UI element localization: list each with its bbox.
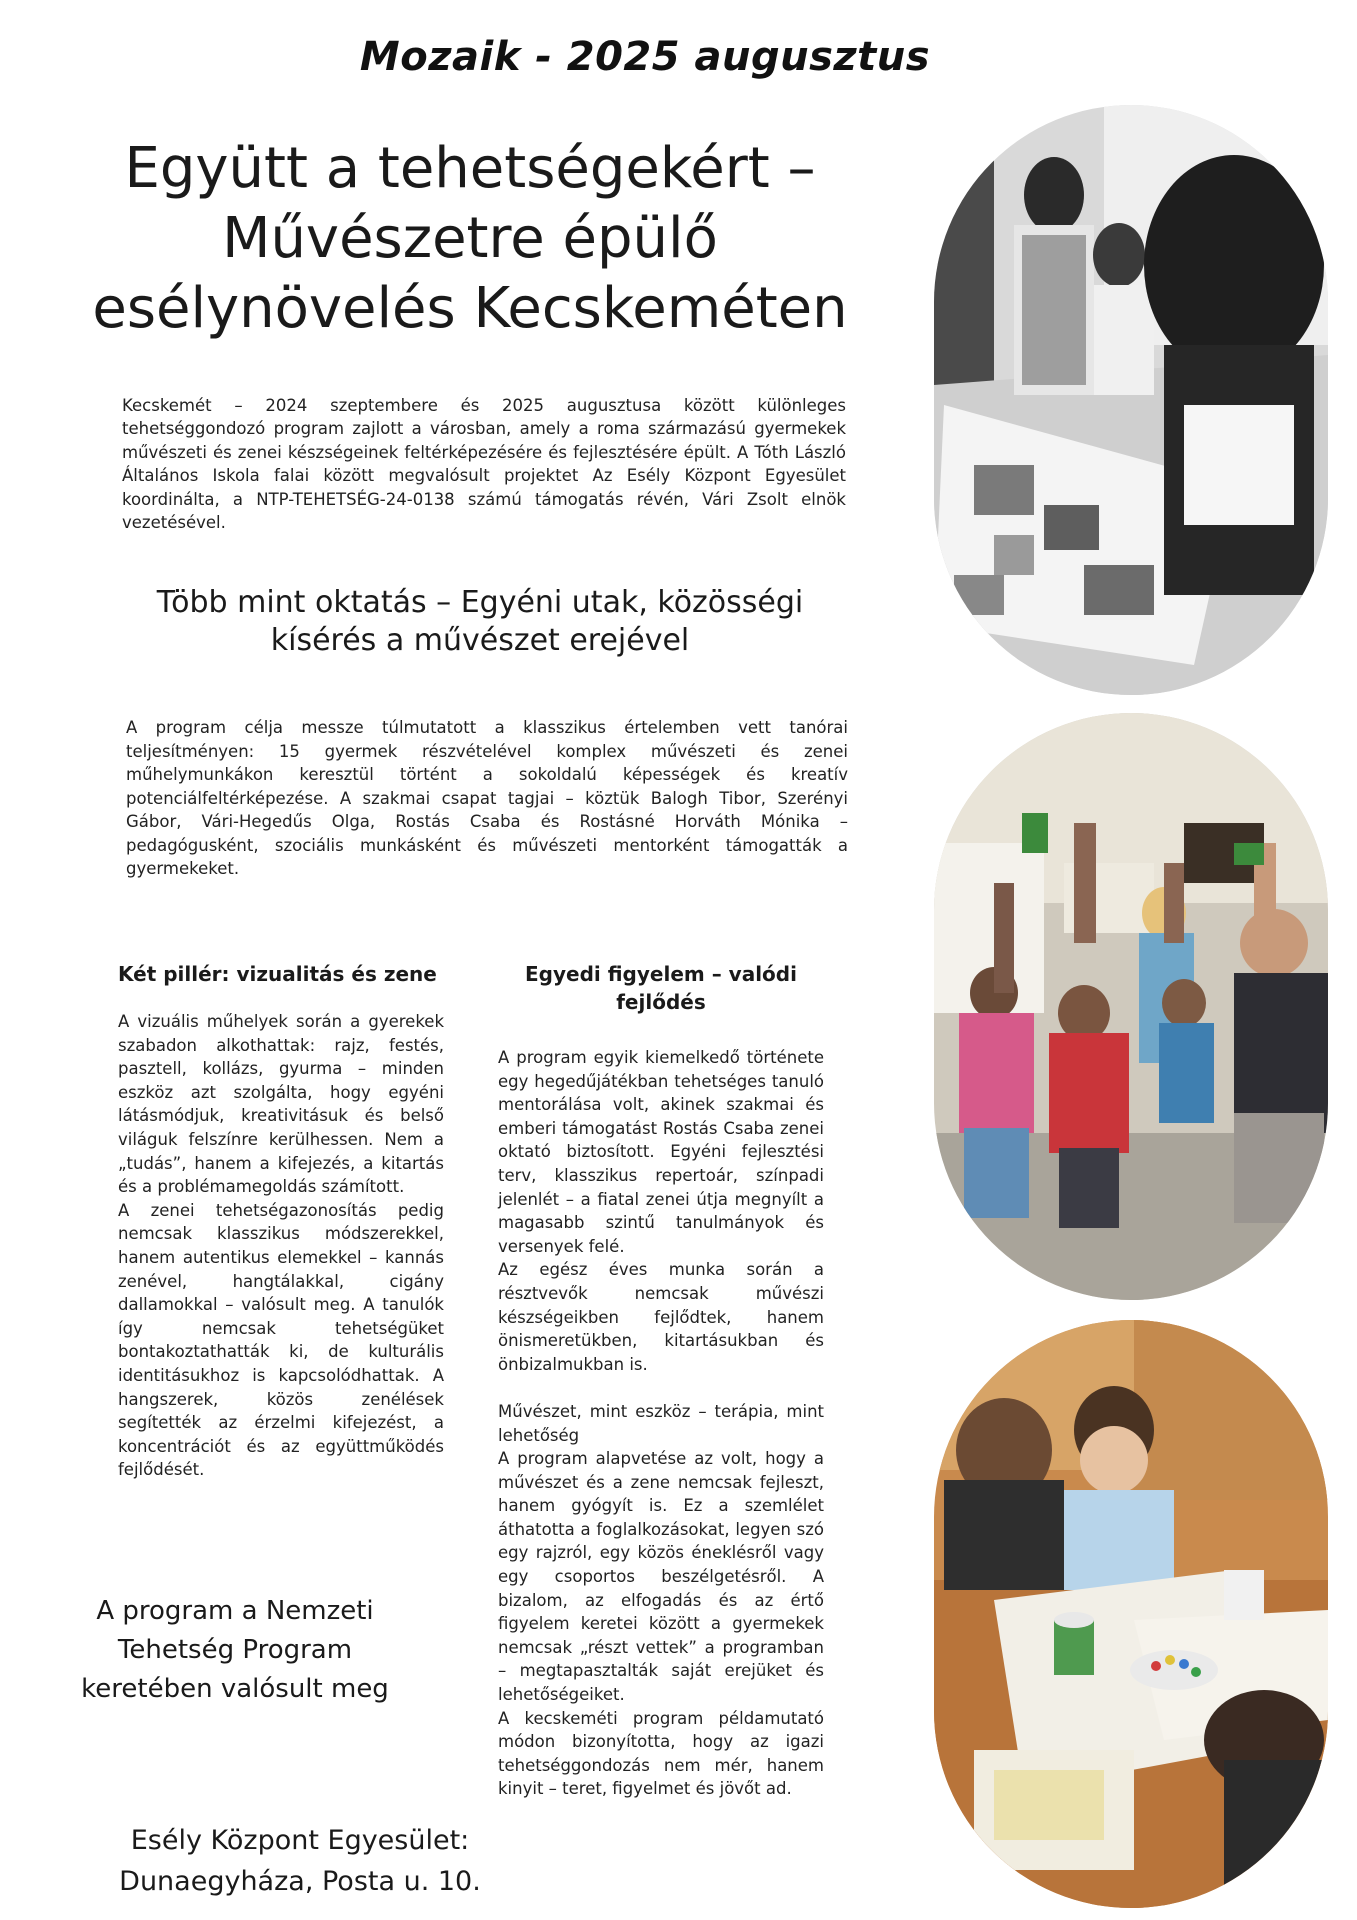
article-subtitle (110, 584, 850, 660)
intro-paragraph: Kecskemét – 2024 szeptembere és 2025 augusztusa között különleges tehetséggondozó program zajlott a városban, amely a roma származású gyermekek művészeti és zenei készségeinek feltérképezésére és fejlesztésére épült. A Tóth László Általános Iskola falai között megvalósult projektet Az Esély Központ Egyesület koordinálta, a NTP-TEHETSÉG-24-0138 számú támogatás révén, Vári Zsolt elnök vezetésével. (122, 396, 846, 533)
article-subtitle-line: Több mint oktatás – Egyéni utak, közösségi (156, 585, 804, 620)
right-column-paragraph: A program egyik kiemelkedő története egy hegedűjátékban tehetséges tanuló mentorálása volt, akinek szakmai és emberi támogatást Rostás Csaba zenei oktató biztosított. Egyéni fejlesztési terv, klasszikus repertoár, színpadi jelenlét – a fiatal zenei útja megnyílt a magasabb szintű tanulmányok és versenyek felé. (498, 1048, 824, 1256)
article-title-line: esélynövelés Kecskeméten (92, 276, 848, 341)
program-note (70, 1592, 400, 1709)
right-column-paragraph: Az egész éves munka során a résztvevők nemcsak művészi készségeikben fejlődtek, hanem önismeretükben, kitartásukban és önbizalmukban is. (498, 1260, 824, 1374)
right-column-paragraph: A program alapvetése az volt, hogy a művészet és a zene nemcsak fejleszt, hanem gyógyít is. Ez a szemlélet áthatotta a foglalkozásokat, legyen szó egy rajzról, egy közös éneklésről vagy egy csoportos beszélgetésről. A bizalom, az elfogadás és az értő figyelem keretei között a gyermekek nemcsak „részt vettek” a programban – megtapasztalták saját erejüket és lehetőségeiket. (498, 1449, 824, 1705)
right-column-paragraph: A kecskeméti program példamutató módon bizonyította, hogy az igazi tehetséggondozás nem mér, hanem kinyit – teret, figyelmet és jövőt ad. (498, 1708, 824, 1799)
article-title (90, 134, 850, 344)
newsletter-header: Mozaik - 2025 augusztus (359, 34, 931, 80)
right-column-subheading: Művészet, mint eszköz – terápia, mint lehetőség (498, 1401, 824, 1445)
article-title-line: Együtt a tehetségekért – (124, 136, 816, 201)
address-line: Dunaegyháza, Posta u. 10. (119, 1866, 481, 1897)
photo-children-painting (934, 1320, 1328, 1908)
program-goal-paragraph: A program célja messze túlmutatott a klasszikus értelemben vett tanórai teljesítményen: 15 gyermek részvételével komplex művészeti és zenei műhelymunkákon keresztül történt a sokoldalú képességek és kreatív potenciálfeltérképezése. A szakmai csapat tagjai – köztük Balogh Tibor, Szerényi Gábor, Vári-Hegedűs Olga, Rostás Csaba és Rostásné Horváth Mónika – pedagógusként, szociális munkásként és művészeti mentorként támogatták a gyermekeket. (126, 718, 848, 878)
right-column (498, 1046, 824, 1801)
organization-address (90, 1820, 510, 1902)
left-column-paragraph: A zenei tehetségazonosítás pedig nemcsak klasszikus módszerekkel, hanem autentikus elemekkel – kannás zenével, hangtálakkal, cigány dallamokkal – valósult meg. A tanulók így nemcsak tehetségüket bontakoztathatták ki, de kulturális identitásukhoz is kapcsolódhattak. A hangszerek, közös zenélések segítették az érzelmi kifejezést, a koncentrációt és az együttműködés fejlődését. (118, 1200, 444, 1480)
article-subtitle-line: kísérés a művészet erejével (270, 623, 690, 658)
photo-collage-workshop-image (934, 105, 1328, 695)
photo-children-classroom-image (934, 713, 1328, 1300)
left-column-paragraph: A vizuális műhelyek során a gyerekek szabadon alkothattak: rajz, festés, pasztell, kollázs, gyurma – minden eszköz azt szolgálta, hogy egyéni látásmódjuk, kreativitásuk és belső világuk felszínre kerülhessen. Nem a „tudás”, hanem a kifejezés, a kitartás és a problémamegoldás számított. (118, 1012, 444, 1197)
photo-children-painting-image (934, 1320, 1328, 1908)
article-title-line: Művészetre épülő (222, 206, 718, 271)
left-column (118, 1010, 444, 1482)
program-note-line: Tehetség Program (117, 1635, 353, 1665)
program-note-line: keretében valósult meg (81, 1674, 389, 1704)
address-line: Esély Központ Egyesület: (130, 1825, 470, 1856)
right-column-heading: Egyedi figyelem – valódi fejlődés (525, 962, 797, 1014)
photo-collage-workshop (934, 105, 1328, 695)
left-column-heading: Két pillér: vizualitás és zene (118, 962, 437, 986)
photo-children-classroom (934, 713, 1328, 1300)
program-note-line: A program a Nemzeti (96, 1596, 374, 1626)
